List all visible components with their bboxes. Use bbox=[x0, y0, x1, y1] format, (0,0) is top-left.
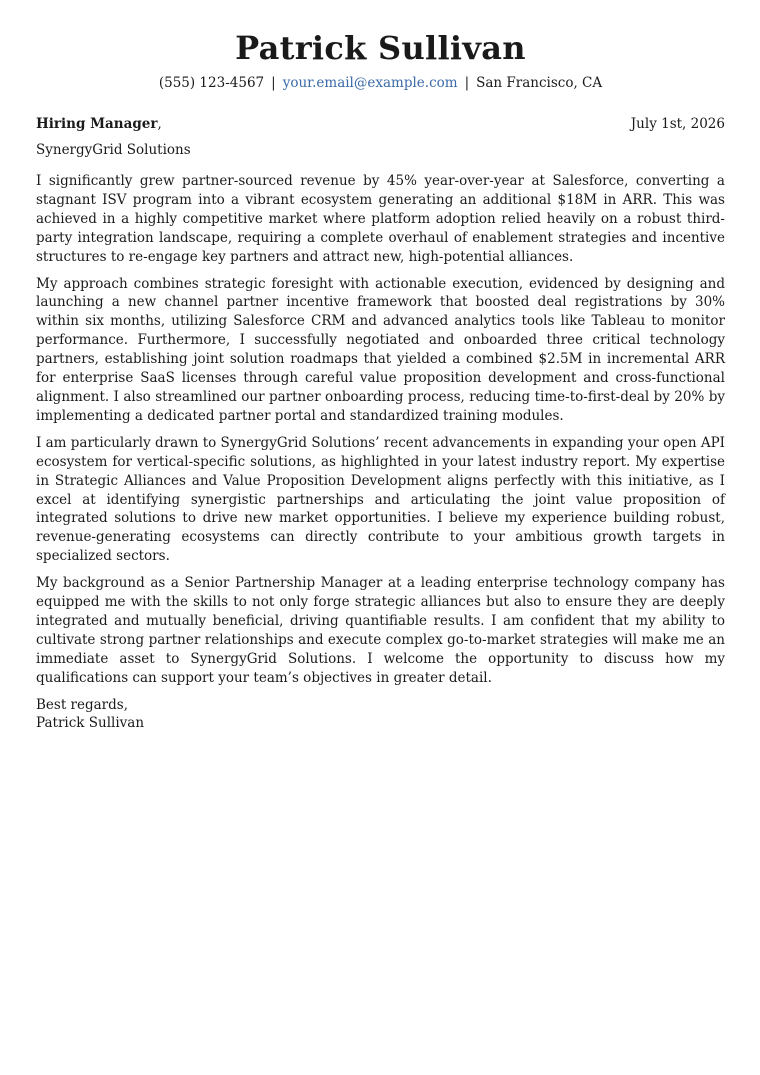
letter-closing bbox=[36, 696, 725, 734]
recipient-company: SynergyGrid Solutions bbox=[36, 142, 191, 158]
contact-separator: | bbox=[464, 75, 470, 91]
contact-line bbox=[36, 74, 725, 92]
signature-name: Patrick Sullivan bbox=[36, 715, 145, 732]
location: San Francisco, CA bbox=[476, 75, 603, 91]
body-paragraph: I significantly grew partner-sourced revenue by 45% year-over-year at Salesforce, converting a stagnant ISV program into a vibrant ecosystem generating an additional $18M in ARR. This was achieved in a highly competitive market where platform adoption relied heavily on a robust third-party integration landscape, requiring a complete overhaul of enablement strategies and incentive structures to re-engage key partners and attract new, high-potential alliances. bbox=[36, 173, 725, 265]
email-link[interactable]: your.email@example.com bbox=[282, 75, 458, 91]
cover-letter-page bbox=[36, 0, 725, 733]
body-paragraph: I am particularly drawn to SynergyGrid Solutions’ recent advancements in expanding your open API ecosystem for vertical-specific solutions, as highlighted in your latest industry report. My expertise in Strategic Alliances and Value Proposition Development aligns perfectly with this initiative, as I excel at identifying synergistic partnerships and articulating the joint value proposition of integrated solutions to drive new market opportunities. I believe my experience building robust, revenue-generating ecosystems can directly contribute to your ambitious growth targets in specialized sectors. bbox=[36, 434, 725, 565]
applicant-name: Patrick Sullivan bbox=[235, 29, 526, 67]
letter-date: July 1st, 2026 bbox=[630, 116, 725, 132]
body-paragraph: My approach combines strategic foresight with actionable execution, evidenced by designing and launching a new channel partner incentive framework that boosted deal registrations by 30% within six months, utilizing Salesforce CRM and advanced analytics tools like Tableau to monitor performance. Furthermore, I successfully negotiated and onboarded three critical technology partners, establishing joint solution roadmaps that yielded a combined $2.5M in incremental ARR for enterprise SaaS licenses through careful value proposition development and cross-functional alignment. I also streamlined our partner onboarding process, reducing time-to-first-deal by 20% by implementing a dedicated partner portal and standardized training modules. bbox=[36, 275, 725, 424]
contact-separator: | bbox=[271, 75, 276, 91]
body-paragraph: My background as a Senior Partnership Manager at a leading enterprise technology company has equipped me with the skills to not only forge strategic alliances but also to ensure they are deeply integrated and mutually beneficial, driving quantifiable results. I am confident that my ability to cultivate strong partner relationships and execute complex go-to-market strategies will make me an immediate asset to SynergyGrid Solutions. I welcome the opportunity to discuss how my qualifications can support your team’s objectives in greater detail. bbox=[36, 575, 725, 686]
recipient-name: Hiring Manager bbox=[36, 116, 158, 132]
recipient-date-row bbox=[36, 115, 725, 133]
closing-salutation: Best regards, bbox=[36, 696, 129, 713]
recipient-greeting bbox=[36, 115, 162, 133]
letter-body bbox=[36, 172, 725, 688]
recipient-name-suffix: , bbox=[157, 116, 162, 132]
phone-number: (555) 123-4567 bbox=[158, 75, 265, 91]
